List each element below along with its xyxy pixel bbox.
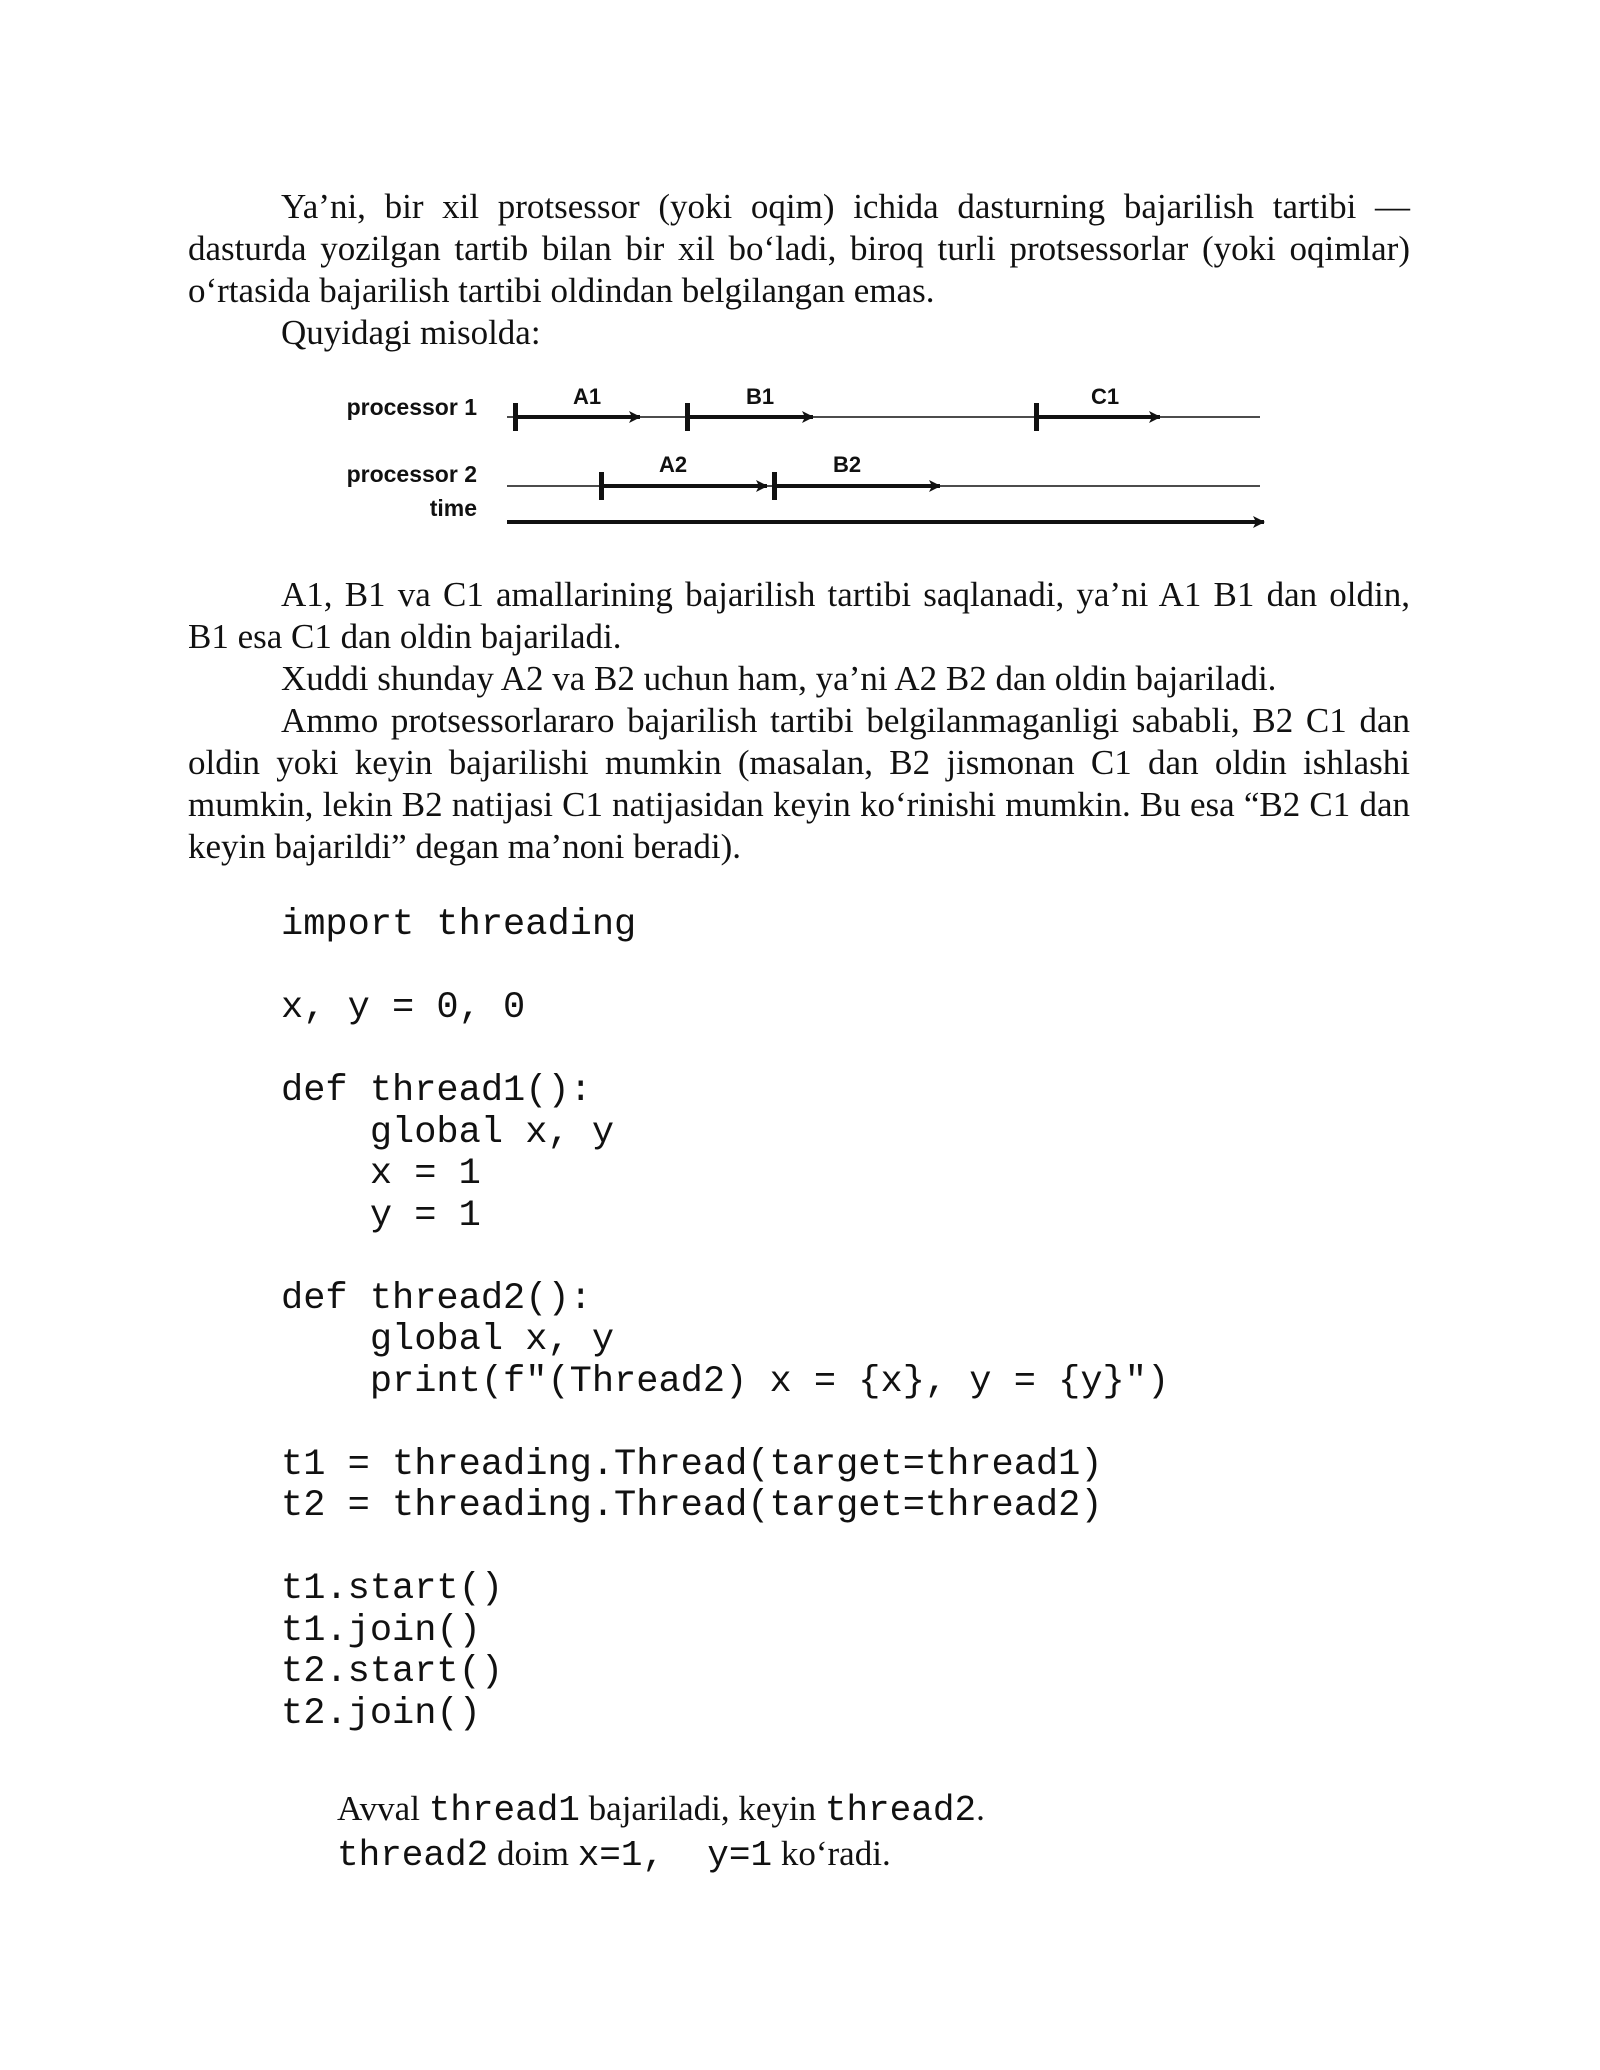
op-b1-label: B1 <box>745 384 775 409</box>
paragraph-order-preserved: A1, B1 va C1 amallarining bajarilish tartibi saqlanadi, ya’ni A1 B1 dan oldin, B1 esa C1 dan oldin bajariladi. <box>188 575 1410 656</box>
note-line-2 <box>337 1831 1337 1878</box>
note-line-1 <box>337 1786 1337 1833</box>
processor-2-timeline <box>507 472 1260 500</box>
note-text: Avval <box>337 1789 429 1828</box>
note-text: doim <box>488 1834 578 1873</box>
processor-timeline-diagram <box>320 380 1280 540</box>
op-a1-label: A1 <box>572 384 602 409</box>
note-text: bajariladi, keyin <box>579 1789 825 1828</box>
op-a2-start-tick <box>599 472 604 500</box>
processor-1-label: processor 1 <box>346 394 477 420</box>
processor-2-label: processor 2 <box>346 461 477 487</box>
inline-code-thread1: thread1 <box>428 1790 580 1831</box>
op-c1-label: C1 <box>1090 384 1120 409</box>
op-b2-label: B2 <box>832 452 862 477</box>
python-code-listing: import threading x, y = 0, 0 def thread1(): global x, y x = 1 y = 1 def thread2(): global x, y print(f"(Thread2) x = {x}, y = {y}") t1 = threading.Thread(target=thread1) t2 = threading.Thread(target=thread2) t1.start() t1.join() t2.start() t2.join() <box>281 904 1170 1735</box>
explanation-text <box>188 574 1410 868</box>
intro-text <box>188 186 1410 354</box>
op-a1-start-tick <box>513 403 518 431</box>
inline-code-thread2: thread2 <box>824 1790 977 1831</box>
note-text: ko‘radi. <box>772 1834 891 1873</box>
paragraph-a2-b2: Xuddi shunday A2 va B2 uchun ham, ya’ni A2 B2 dan oldin bajariladi. <box>281 659 1277 698</box>
paragraph-order-explanation: Ya’ni, bir xil protsessor (yoki oqim) ichida dasturning bajarilish tartibi — dasturda yozilgan tartib bilan bir xil bo‘ladi, biroq turli protsessorlar (yoki oqimlar) o‘rtasida bajarilish tartibi oldindan belgilangan emas. <box>188 187 1410 310</box>
inline-code-thread2: thread2 <box>337 1835 489 1876</box>
op-c1-start-tick <box>1034 403 1039 431</box>
paragraph-example-intro: Quyidagi misolda: <box>281 313 541 352</box>
note-text: . <box>976 1789 985 1828</box>
inline-code-values: x=1, y=1 <box>577 1835 773 1876</box>
op-b2-start-tick <box>772 472 777 500</box>
processor-1-timeline <box>507 403 1260 431</box>
op-b1-start-tick <box>685 403 690 431</box>
op-a2-label: A2 <box>658 452 688 477</box>
time-label: time <box>429 495 477 521</box>
paragraph-interprocessor-order: Ammo protsessorlararo bajarilish tartibi belgilanmaganligi sababli, B2 C1 dan oldin yoki keyin bajarilishi mumkin (masalan, B2 jismonan C1 dan oldin ishlashi mumkin, lekin B2 natijasi C1 natijasidan keyin ko‘rinishi mumkin. Bu esa “B2 C1 dan keyin bajarildi” degan ma’noni beradi). <box>188 701 1410 866</box>
